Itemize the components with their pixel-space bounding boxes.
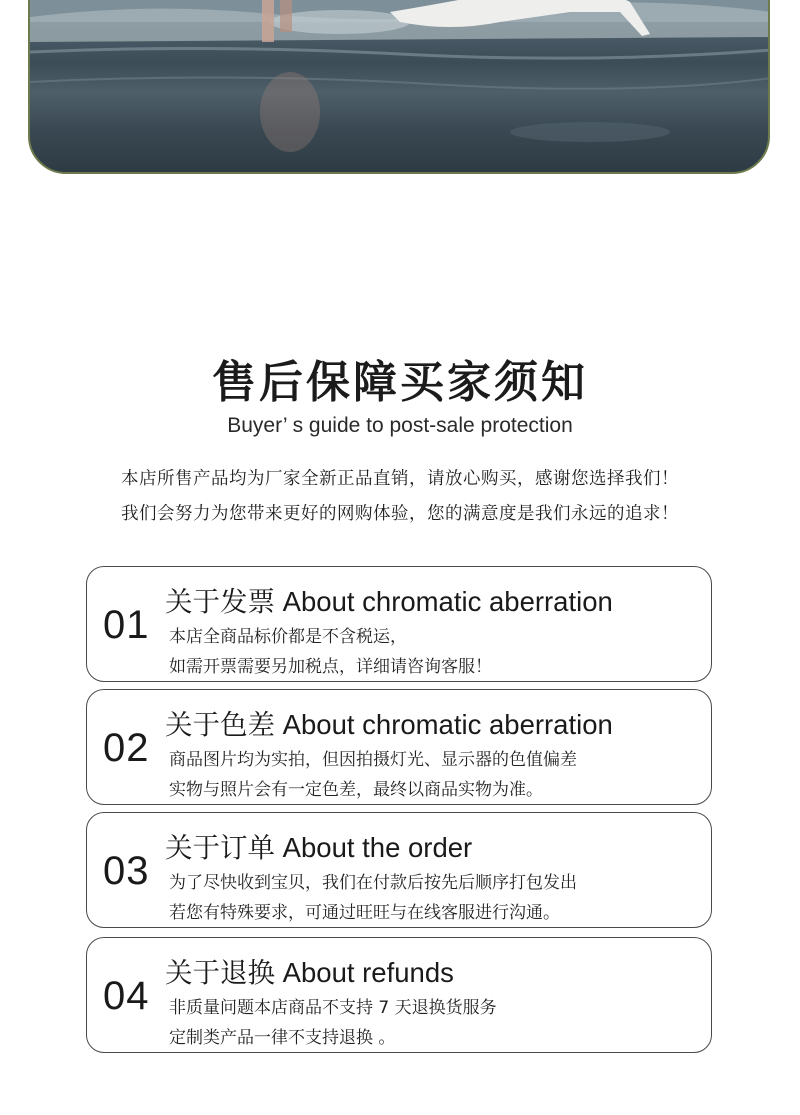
section-line: 如需开票需要另加税点，详细请咨询客服！ xyxy=(169,657,492,677)
section-number: 02 xyxy=(103,726,150,770)
section-heading: 关于发票 About chromatic aberration xyxy=(165,586,613,617)
section-line: 实物与照片会有一定色差，最终以商品实物为准。 xyxy=(169,780,543,800)
intro-line-1: 本店所售产品均为厂家全新正品直销，请放心购买，感谢您选择我们！ xyxy=(121,469,679,489)
intro-line-2: 我们会努力为您带来更好的网购体验，您的满意度是我们永远的追求！ xyxy=(121,504,679,524)
section-number: 03 xyxy=(103,849,150,893)
section-heading: 关于退换 About refunds xyxy=(165,957,454,988)
section-line: 定制类产品一律不支持退换 。 xyxy=(169,1028,396,1048)
section-card-order xyxy=(86,812,712,928)
section-line: 若您有特殊要求，可通过旺旺与在线客服进行沟通。 xyxy=(169,903,560,923)
page-subtitle: Buyer’ s guide to post-sale protection xyxy=(227,414,573,437)
section-line: 非质量问题本店商品不支持 7 天退换货服务 xyxy=(169,998,497,1018)
section-line: 商品图片均为实拍，但因拍摄灯光、显示器的色值偏差 xyxy=(169,750,577,770)
page-title: 售后保障买家须知 xyxy=(212,357,588,408)
section-card-invoice xyxy=(86,566,712,682)
section-number: 01 xyxy=(103,603,150,647)
section-line: 为了尽快收到宝贝，我们在付款后按先后顺序打包发出 xyxy=(169,873,577,893)
section-heading: 关于订单 About the order xyxy=(165,832,473,863)
section-card-color xyxy=(86,689,712,805)
section-heading: 关于色差 About chromatic aberration xyxy=(165,709,613,740)
section-card-refunds xyxy=(86,937,712,1053)
water-scene-graphic xyxy=(30,0,770,174)
section-line: 本店全商品标价都是不含税运， xyxy=(169,627,407,647)
section-number: 04 xyxy=(103,974,150,1018)
beach-photo xyxy=(28,0,770,174)
